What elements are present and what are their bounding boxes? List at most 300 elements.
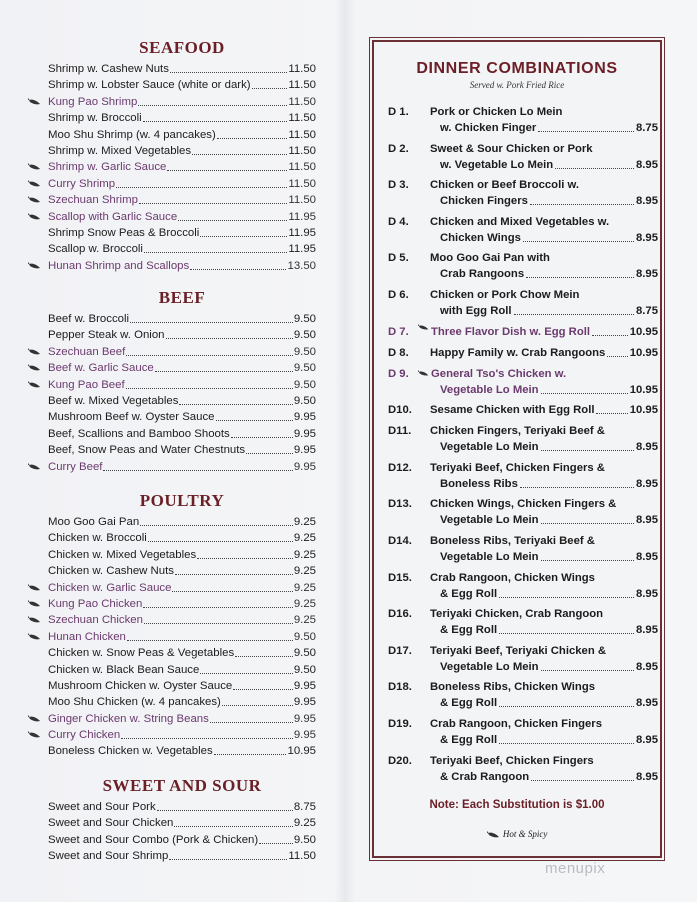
sweet-sour-list (48, 799, 316, 865)
combo-item (388, 423, 658, 455)
combo-price: 8.95 (636, 770, 658, 783)
combo-description-cont: Vegetable Lo Mein (440, 441, 539, 454)
menu-item-name: Sweet and Sour Pork (48, 800, 156, 813)
combo-line-1 (388, 177, 658, 193)
dot-leader (526, 266, 634, 278)
pepper-icon (28, 381, 42, 389)
combo-code: D14. (388, 534, 412, 547)
dot-leader (596, 402, 627, 414)
combo-price: 8.95 (636, 587, 658, 600)
combo-code: D 6. (388, 288, 409, 301)
menu-item-name: Kung Pao Chicken (48, 597, 143, 610)
dot-leader (139, 192, 287, 204)
combo-description: Three Flavor Dish w. Egg Roll (431, 325, 591, 338)
menu-item (48, 127, 316, 143)
dot-leader (126, 377, 293, 389)
menu-item-name: Mushroom Beef w. Oyster Sauce (48, 411, 215, 424)
combo-code: D 9. (388, 367, 409, 380)
menu-item-price: 11.50 (288, 79, 316, 92)
combo-item (388, 287, 658, 319)
dot-leader (144, 612, 293, 624)
menu-item-name: Beef, Scallions and Bamboo Shoots (48, 427, 230, 440)
dot-leader (499, 695, 634, 707)
combo-description: Boneless Ribs, Teriyaki Beef & (430, 534, 595, 547)
combo-code: D13. (388, 498, 412, 511)
menu-item (48, 563, 316, 579)
dot-leader (127, 629, 293, 641)
menu-item (48, 176, 316, 192)
menu-item-name: Pepper Steak w. Onion (48, 329, 165, 342)
menu-item-price: 9.25 (293, 565, 316, 578)
menu-item-name: Shrimp w. Mixed Vegetables (48, 144, 192, 157)
combo-line-1 (388, 570, 658, 586)
combo-line-2 (388, 476, 658, 492)
menu-item-price: 9.25 (293, 548, 316, 561)
dot-leader (126, 344, 293, 356)
combo-line-2 (388, 512, 658, 528)
combo-line-2 (388, 732, 658, 748)
dot-leader (541, 549, 634, 561)
menu-item (48, 344, 316, 360)
dinner-title: DINNER COMBINATIONS (416, 60, 618, 77)
combo-line-2 (388, 230, 658, 246)
menu-item (48, 159, 316, 175)
combo-description-cont: & Egg Roll (440, 697, 498, 710)
combo-line-1 (388, 104, 658, 120)
menu-item-price: 11.50 (288, 128, 316, 141)
dot-leader (555, 157, 634, 169)
dot-leader (246, 442, 293, 454)
combo-line-2 (388, 695, 658, 711)
combo-description-cont: & Egg Roll (440, 624, 498, 637)
menu-item-name: Szechuan Beef (48, 345, 126, 358)
pepper-icon (28, 715, 42, 723)
menu-item-name: Moo Goo Gai Pan (48, 515, 140, 528)
dot-leader (514, 303, 634, 315)
menu-item-price: 9.95 (293, 712, 316, 725)
combo-price: 10.95 (629, 383, 658, 396)
poultry-list (48, 514, 316, 760)
menu-item-price: 11.50 (288, 177, 316, 190)
menu-item-price: 11.50 (288, 63, 316, 75)
combo-description: Teriyaki Beef, Chicken Fingers & (430, 461, 605, 474)
menu-item (48, 61, 316, 77)
combo-item (388, 324, 658, 340)
combo-description: Chicken and Mixed Vegetables w. (430, 215, 610, 228)
menu-item (48, 110, 316, 126)
dot-leader (121, 727, 293, 739)
combo-description: Teriyaki Beef, Chicken Fingers (430, 754, 594, 767)
combo-line-1 (388, 366, 658, 382)
menu-item-price: 9.50 (293, 345, 316, 358)
combo-price: 8.95 (636, 660, 658, 673)
combo-item (388, 345, 658, 361)
menu-item-price: 9.50 (293, 362, 316, 375)
menu-item-price: 9.25 (293, 532, 316, 545)
dot-leader (523, 230, 634, 242)
combo-code: D 3. (388, 179, 409, 192)
menu-item (48, 848, 316, 864)
combo-price: 8.95 (636, 268, 658, 281)
combo-description-cont: with Egg Roll (440, 304, 512, 317)
combo-line-1 (388, 141, 658, 157)
menu-item-price: 11.95 (288, 210, 316, 223)
menu-item (48, 426, 316, 442)
combo-code: D18. (388, 681, 412, 694)
menu-item-price: 11.50 (288, 161, 316, 174)
combo-line-1 (388, 606, 658, 622)
menu-item-name: Curry Beef (48, 460, 103, 473)
combo-price: 8.95 (636, 550, 658, 563)
combo-code: D10. (388, 404, 412, 417)
menu-item-price: 9.95 (293, 427, 316, 440)
dot-leader (192, 143, 287, 155)
combo-code: D12. (388, 461, 412, 474)
combo-description-cont: & Crab Rangoon (440, 770, 530, 783)
menu-item (48, 459, 316, 475)
combo-description: Pork or Chicken Lo Mein (430, 106, 563, 118)
dot-leader (130, 311, 293, 323)
combo-code: D 4. (388, 215, 409, 228)
combo-code: D16. (388, 608, 412, 621)
combo-line-2 (388, 769, 658, 785)
menu-item-price: 11.50 (288, 144, 316, 157)
menu-item (48, 743, 316, 759)
combo-item (388, 753, 658, 785)
pepper-icon (28, 213, 42, 221)
menu-item-name: Sweet and Sour Shrimp (48, 850, 169, 863)
dot-leader (259, 832, 293, 844)
menu-item (48, 727, 316, 743)
dot-leader (148, 530, 293, 542)
menu-item-price: 9.25 (293, 597, 316, 610)
combo-line-2 (388, 157, 658, 173)
menu-item-price: 9.95 (293, 411, 316, 424)
dot-leader (607, 345, 627, 357)
combo-line-2 (388, 622, 658, 638)
dot-leader (144, 241, 287, 253)
menu-item (48, 241, 316, 257)
menu-item (48, 612, 316, 628)
menu-item-price: 9.50 (293, 378, 316, 391)
menu-item-price: 9.95 (293, 679, 316, 692)
menu-item-price: 9.95 (293, 460, 316, 473)
combo-description-cont: Crab Rangoons (440, 268, 525, 281)
pepper-icon (28, 731, 42, 739)
combo-code: D 2. (388, 142, 409, 155)
dot-leader (530, 193, 634, 205)
menu-item (48, 377, 316, 393)
combo-line-1 (388, 533, 658, 549)
combo-line-1 (388, 345, 658, 361)
dot-leader (116, 176, 287, 188)
menu-item (48, 596, 316, 612)
dot-leader (531, 769, 634, 781)
menu-item-price: 9.50 (293, 663, 316, 676)
menu-item-name: Szechuan Shrimp (48, 194, 138, 207)
combo-line-2 (388, 439, 658, 455)
combo-code: D 7. (388, 325, 409, 338)
beef-list (48, 311, 316, 475)
menu-item-price: 10.95 (287, 745, 316, 758)
pepper-icon (28, 180, 42, 188)
watermark: menupix (545, 860, 606, 877)
combo-price: 10.95 (629, 404, 658, 417)
combo-description: Boneless Ribs, Chicken Wings (430, 681, 595, 694)
menu-item-name: Shrimp w. Garlic Sauce (48, 161, 167, 174)
combo-line-2 (388, 382, 658, 398)
dot-leader (214, 743, 287, 755)
dot-leader (190, 258, 286, 270)
dot-leader (538, 120, 634, 132)
menu-item (48, 77, 316, 93)
menu-item (48, 694, 316, 710)
combo-description: Sweet & Sour Chicken or Pork (430, 142, 593, 155)
left-column (48, 38, 316, 872)
menu-item (48, 815, 316, 831)
poultry-title: POULTRY (139, 490, 225, 510)
combo-description-cont: Vegetable Lo Mein (440, 660, 539, 673)
menu-item (48, 258, 316, 274)
combo-item (388, 496, 658, 528)
combo-line-1 (388, 402, 658, 418)
sweet-sour-section (48, 776, 316, 865)
menu-item (48, 580, 316, 596)
combo-price: 8.95 (636, 733, 658, 746)
menu-item-name: Hunan Chicken (48, 630, 126, 643)
menu-item (48, 143, 316, 159)
combo-description: Moo Goo Gai Pan with (430, 252, 550, 265)
menu-item (48, 629, 316, 645)
combo-description: Teriyaki Beef, Teriyaki Chicken & (430, 644, 607, 657)
legend-label: Hot & Spicy (502, 829, 548, 839)
dot-leader (143, 596, 292, 608)
menu-item-name: Shrimp Snow Peas & Broccoli (48, 226, 200, 239)
combo-item (388, 643, 658, 675)
menu-item (48, 311, 316, 327)
combo-line-1 (388, 643, 658, 659)
dot-leader (499, 732, 634, 744)
combo-description-cont: Boneless Ribs (440, 477, 518, 490)
combo-description-cont: w. Vegetable Lo Mein (440, 158, 554, 171)
pepper-icon (28, 163, 42, 171)
dinner-subtitle: Served w. Pork Fried Rice (469, 80, 565, 90)
combo-description: Chicken or Beef Broccoli w. (430, 179, 579, 192)
combo-item (388, 402, 658, 418)
menu-item-name: Kung Pao Beef (48, 378, 125, 391)
menu-item-name: Szechuan Chicken (48, 614, 143, 627)
combo-line-1 (388, 287, 658, 303)
menu-item-name: Mushroom Chicken w. Oyster Sauce (48, 679, 233, 692)
dot-leader (200, 662, 293, 674)
menu-item-price: 9.50 (293, 313, 316, 326)
combo-price: 10.95 (629, 346, 658, 359)
dot-leader (175, 563, 293, 575)
menu-item (48, 393, 316, 409)
menu-item-name: Kung Pao Shrimp (48, 95, 138, 108)
combo-line-1 (388, 679, 658, 695)
combo-code: D17. (388, 644, 412, 657)
combo-list (388, 104, 658, 789)
menu-item-price: 9.95 (293, 729, 316, 742)
dot-leader (541, 512, 634, 524)
dot-leader (233, 678, 293, 690)
menu-item-price: 9.25 (293, 581, 316, 594)
combo-item (388, 104, 658, 136)
menu-item-name: Ginger Chicken w. String Beans (48, 712, 209, 725)
combo-item (388, 460, 658, 492)
dot-leader (178, 209, 287, 221)
combo-description: General Tso's Chicken w. (431, 367, 567, 380)
menu-item-name: Scallop w. Broccoli (48, 243, 143, 256)
menu-item-name: Beef w. Mixed Vegetables (48, 395, 179, 408)
dot-leader (520, 476, 634, 488)
menu-item-name: Boneless Chicken w. Vegetables (48, 745, 213, 758)
combo-item (388, 141, 658, 173)
pepper-icon (487, 831, 501, 839)
seafood-section (48, 38, 316, 274)
dot-leader (592, 324, 628, 336)
menu-item (48, 209, 316, 225)
combo-code: D11. (388, 425, 412, 438)
combo-price: 8.95 (636, 441, 658, 454)
menu-item-price: 13.50 (287, 259, 316, 272)
combo-item (388, 533, 658, 565)
substitution-note: Note: Each Substitution is $1.00 (429, 799, 605, 811)
menu-item-price: 9.50 (293, 395, 316, 408)
pepper-icon (28, 616, 42, 624)
dot-leader (541, 382, 628, 394)
combo-item (388, 570, 658, 602)
menu-item-price: 9.25 (293, 515, 316, 528)
combo-code: D20. (388, 754, 412, 767)
dot-leader (200, 225, 287, 237)
menu-item-price: 9.50 (293, 329, 316, 342)
menu-item (48, 192, 316, 208)
dot-leader (216, 409, 293, 421)
poultry-section (48, 491, 316, 760)
menu-item (48, 225, 316, 241)
combo-line-2 (388, 266, 658, 282)
menu-item (48, 442, 316, 458)
combo-code: D 1. (388, 106, 409, 118)
menu-item-price: 11.50 (288, 95, 316, 108)
combo-description-cont: Vegetable Lo Mein (440, 550, 539, 563)
menu-item-name: Scallop with Garlic Sauce (48, 210, 178, 223)
combo-item (388, 606, 658, 638)
combo-line-1 (388, 460, 658, 476)
combo-price: 8.75 (636, 304, 658, 317)
dot-leader (167, 159, 287, 171)
menu-item-price: 11.95 (288, 243, 316, 256)
menu-item (48, 799, 316, 815)
menu-item-price: 9.25 (293, 817, 316, 830)
dot-leader (235, 645, 293, 657)
combo-description-cont: Vegetable Lo Mein (440, 383, 539, 396)
menu-item-name: Chicken w. Black Bean Sauce (48, 663, 200, 676)
combo-item (388, 214, 658, 246)
menu-item-price: 11.50 (288, 850, 316, 863)
combo-price: 8.95 (636, 195, 658, 208)
combo-item (388, 716, 658, 748)
dot-leader (252, 77, 288, 89)
combo-price: 8.95 (636, 477, 658, 490)
combo-description: Crab Rangoon, Chicken Wings (430, 571, 595, 584)
combo-description: Crab Rangoon, Chicken Fingers (430, 717, 602, 730)
menu-item-price: 9.50 (293, 630, 316, 643)
menu-item-name: Chicken w. Snow Peas & Vegetables (48, 647, 235, 660)
menu-item-name: Beef w. Broccoli (48, 313, 130, 326)
menu-item-name: Shrimp w. Cashew Nuts (48, 63, 169, 75)
menu-item-price: 9.95 (293, 696, 316, 709)
sweet-sour-title: SWEET AND SOUR (102, 775, 262, 795)
menu-item-price: 9.95 (293, 444, 316, 457)
menu-item-name: Hunan Shrimp and Scallops (48, 259, 190, 272)
menu-item-name: Chicken w. Broccoli (48, 532, 147, 545)
menu-item (48, 678, 316, 694)
combo-line-2 (388, 303, 658, 319)
dot-leader (541, 659, 634, 671)
dot-leader (210, 711, 293, 723)
pepper-icon (28, 262, 42, 270)
menu-item (48, 409, 316, 425)
menu-item (48, 832, 316, 848)
dot-leader (157, 799, 293, 811)
menu-item (48, 662, 316, 678)
dot-leader (138, 94, 287, 106)
menu-item-price: 9.50 (293, 647, 316, 660)
combo-line-2 (388, 549, 658, 565)
menu-item-price: 11.95 (288, 226, 316, 239)
dinner-combinations-box (372, 40, 662, 858)
pepper-icon (28, 196, 42, 204)
dot-leader (179, 393, 292, 405)
combo-price: 8.75 (636, 122, 658, 134)
pepper-icon (28, 600, 42, 608)
seafood-list (48, 61, 316, 274)
dot-leader (231, 426, 293, 438)
combo-description: Sesame Chicken with Egg Roll (430, 404, 595, 417)
menu-item (48, 547, 316, 563)
combo-price: 8.95 (636, 624, 658, 637)
dot-leader (541, 439, 634, 451)
menu-item (48, 94, 316, 110)
pepper-icon (28, 98, 42, 106)
menu-item-name: Beef, Snow Peas and Water Chestnuts (48, 444, 246, 457)
combo-price: 8.95 (636, 231, 658, 244)
menu-item-price: 11.50 (288, 194, 316, 207)
menu-item (48, 327, 316, 343)
combo-line-1 (388, 250, 658, 266)
combo-line-2 (388, 659, 658, 675)
combo-code: D 5. (388, 252, 409, 265)
dot-leader (499, 586, 634, 598)
combo-price: 8.95 (636, 697, 658, 710)
menu-item-name: Chicken w. Garlic Sauce (48, 581, 172, 594)
beef-title: BEEF (158, 288, 206, 308)
combo-code: D15. (388, 571, 412, 584)
menu-item-name: Shrimp w. Broccoli (48, 112, 142, 125)
dot-leader (143, 110, 288, 122)
combo-description-cont: Chicken Fingers (440, 195, 528, 208)
combo-description: Teriyaki Chicken, Crab Rangoon (430, 608, 604, 621)
dot-leader (217, 127, 288, 139)
pepper-icon (28, 633, 42, 641)
combo-description: Chicken Wings, Chicken Fingers & (430, 498, 617, 511)
combo-line-2 (388, 193, 658, 209)
menu-item-name: Shrimp w. Lobster Sauce (white or dark) (48, 79, 251, 92)
combo-code: D19. (388, 717, 412, 730)
